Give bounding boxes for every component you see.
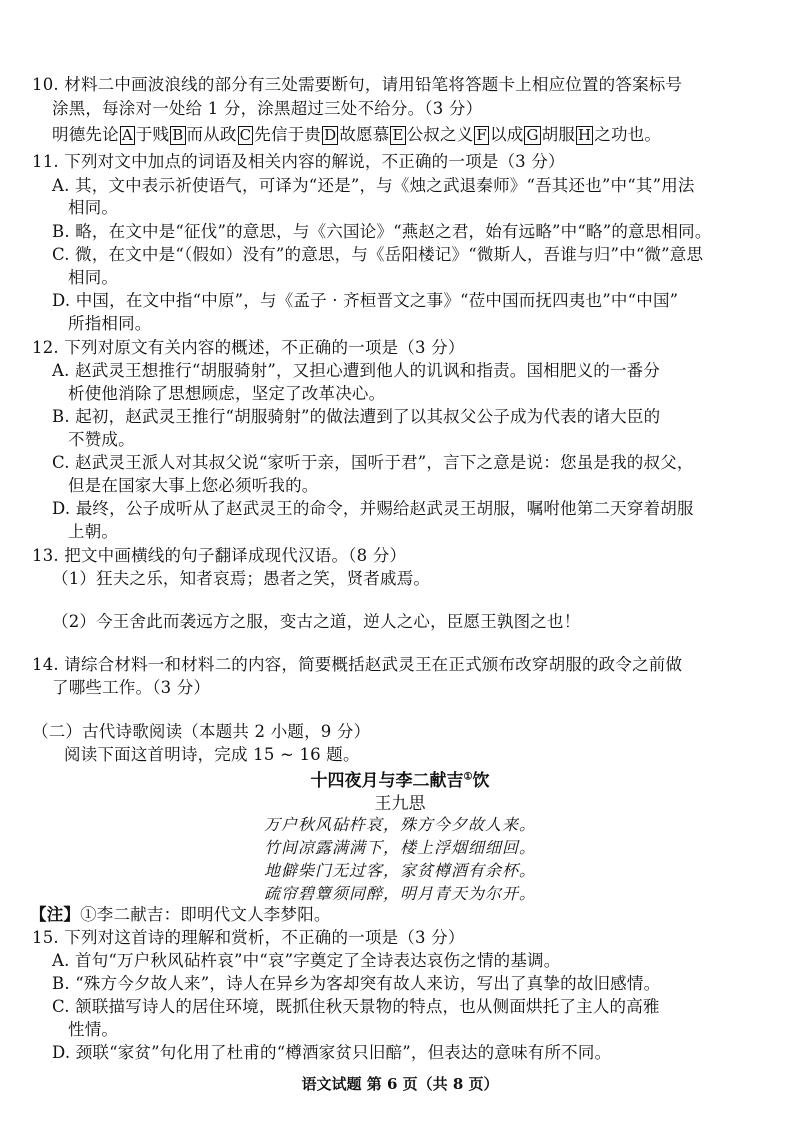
- q15-option-a: A. 首句“万户秋风砧杵哀”中“哀”字奠定了全诗表达哀伤之情的基调。: [52, 951, 561, 970]
- q12-option-b-cont: 不赞成。: [68, 430, 135, 449]
- answer-box-a[interactable]: A: [121, 126, 133, 144]
- q10-segG: 胡服: [541, 125, 576, 144]
- q15-option-c: C. 颔联描写诗人的居住环境，既抓住秋天景物的特点，也从侧面烘托了主人的高雅: [52, 997, 660, 1016]
- note-label: 【注】: [30, 905, 81, 924]
- q12-option-a-cont: 析使他消除了思想顾虑，坚定了改革决心。: [68, 384, 386, 403]
- q12-option-b: B. 起初，赵武灵王推行“胡服骑射”的做法遭到了以其叔父公子成为代表的诸大臣的: [52, 407, 661, 426]
- q10-line2: 涂黑，每涂对一处给 1 分，涂黑超过三处不给分。（3 分）: [52, 99, 483, 118]
- q12-option-c-cont: 但是在国家大事上您必须听我的。: [68, 476, 319, 495]
- answer-box-f[interactable]: F: [476, 126, 488, 144]
- q11-option-c-cont: 相同。: [68, 268, 119, 287]
- section2-instruction: 阅读下面这首明诗，完成 15 ~ 16 题。: [64, 745, 360, 764]
- q14-line1: 14. 请综合材料一和材料二的内容，简要概括赵武灵王在正式颁布改穿胡服的政令之前做: [32, 655, 683, 674]
- q11-option-d: D. 中国，在文中指“中原”，与《孟子 · 齐桓晋文之事》“莅中国而抚四夷也”中“中国”: [52, 291, 679, 310]
- answer-box-c[interactable]: C: [239, 126, 252, 144]
- q11-option-d-cont: 所指相同。: [68, 314, 152, 333]
- q11-option-a: A. 其，文中表示祈使语气，可译为“还是”，与《烛之武退秦师》“吾其还也”中“其”用法: [52, 176, 695, 195]
- q12-option-d-cont: 上朝。: [68, 522, 119, 541]
- q14-line2: 了哪些工作。（3 分）: [52, 678, 211, 697]
- q15-option-b: B. “殊方今夕故人来”，诗人在异乡为客却突有故人来访，写出了真挚的故旧感情。: [52, 974, 661, 993]
- page-footer: 语文试题 第 6 页（共 8 页）: [301, 1075, 499, 1093]
- q10-sentence: [52, 124, 661, 146]
- q15-option-c-cont: 性情。: [68, 1020, 119, 1039]
- answer-box-e[interactable]: E: [392, 126, 404, 144]
- section2-heading: （二）古代诗歌阅读（本题共 2 小题，9 分）: [32, 722, 371, 741]
- poem-author: 王九思: [374, 794, 426, 814]
- q10-segF: 以成: [490, 125, 524, 144]
- q13-sentence-2: （2）今王舍此而袭远方之服，变古之道，逆人之心，臣愿王孰图之也！: [52, 612, 581, 631]
- q12-option-a: A. 赵武灵王想推行“胡服骑射”，又担心遭到他人的讥讽和指责。国相肥义的一番分: [52, 361, 661, 380]
- note-text: ①李二献吉：即明代文人李梦阳。: [80, 905, 331, 924]
- answer-box-h[interactable]: H: [578, 126, 592, 144]
- q12-option-c: C. 赵武灵王派人对其叔父说“家听于亲，国听于君”，言下之意是说：您虽是我的叔父，: [52, 453, 694, 472]
- poem-title-main: 十四夜月与李二献吉: [310, 771, 464, 791]
- poem-line-1: 万户秋风砧杵哀，殊方今夕故人来。: [263, 815, 536, 834]
- poem-line-2: 竹间凉露满满下，楼上浮烟细细回。: [263, 838, 536, 857]
- q11-option-c: C. 微，在文中是“（假如）没有”的意思，与《岳阳楼记》“微斯人，吾谁与归”中“微”意思: [52, 245, 704, 264]
- answer-box-d[interactable]: D: [324, 126, 337, 144]
- poem-note: [30, 904, 331, 926]
- poem-line-4: 疏帘碧簟须同醉，明月青天为尔开。: [263, 884, 536, 903]
- q12-stem: 12. 下列对原文有关内容的概述，不正确的一项是（3 分）: [32, 338, 465, 357]
- q13-sentence-1: （1）狂夫之乐，知者哀焉；愚者之笑，贤者戚焉。: [52, 569, 431, 588]
- answer-box-b[interactable]: B: [172, 126, 184, 144]
- q15-option-d: D. 颈联“家贫”句化用了杜甫的“樽酒家贫只旧醅”，但表达的意味有所不同。: [52, 1043, 612, 1062]
- q15-stem: 15. 下列对这首诗的理解和赏析，不正确的一项是（3 分）: [32, 928, 465, 947]
- q10-segC: 先信于贵: [254, 125, 322, 144]
- footnote-mark: ①: [463, 771, 473, 783]
- q10-segB: 而从政: [186, 125, 237, 144]
- q12-option-d: D. 最终，公子成听从了赵武灵王的命令，并赐给赵武灵王胡服，嘱咐他第二天穿着胡服: [52, 499, 694, 518]
- q11-stem: 11. 下列对文中加点的词语及相关内容的解说，不正确的一项是（3 分）: [32, 152, 565, 171]
- q10-segE: 公叔之义: [406, 125, 474, 144]
- q10-segA: 于贱: [135, 125, 170, 144]
- q10-line1: 10. 材料二中画波浪线的部分有三处需要断句，请用铅笔将答题卡上相应位置的答案标号: [32, 75, 683, 94]
- poem-line-3: 地僻柴门无过客，家贫樽酒有余杯。: [263, 861, 536, 880]
- poem-title: [0, 766, 800, 791]
- q10-segH: 之功也。: [594, 125, 662, 144]
- q10-segD: 故愿慕: [339, 125, 390, 144]
- q11-option-b: B. 略，在文中是“征伐”的意思，与《六国论》“燕赵之君，始有远略”中“略”的意思相同。: [52, 222, 712, 241]
- answer-box-g[interactable]: G: [526, 126, 539, 144]
- q13-stem: 13. 把文中画横线的句子翻译成现代汉语。（8 分）: [32, 546, 407, 565]
- q11-option-a-cont: 相同。: [68, 198, 119, 217]
- poem-title-end: 饮: [472, 771, 490, 791]
- q10-seg0: 明德先论: [52, 125, 119, 144]
